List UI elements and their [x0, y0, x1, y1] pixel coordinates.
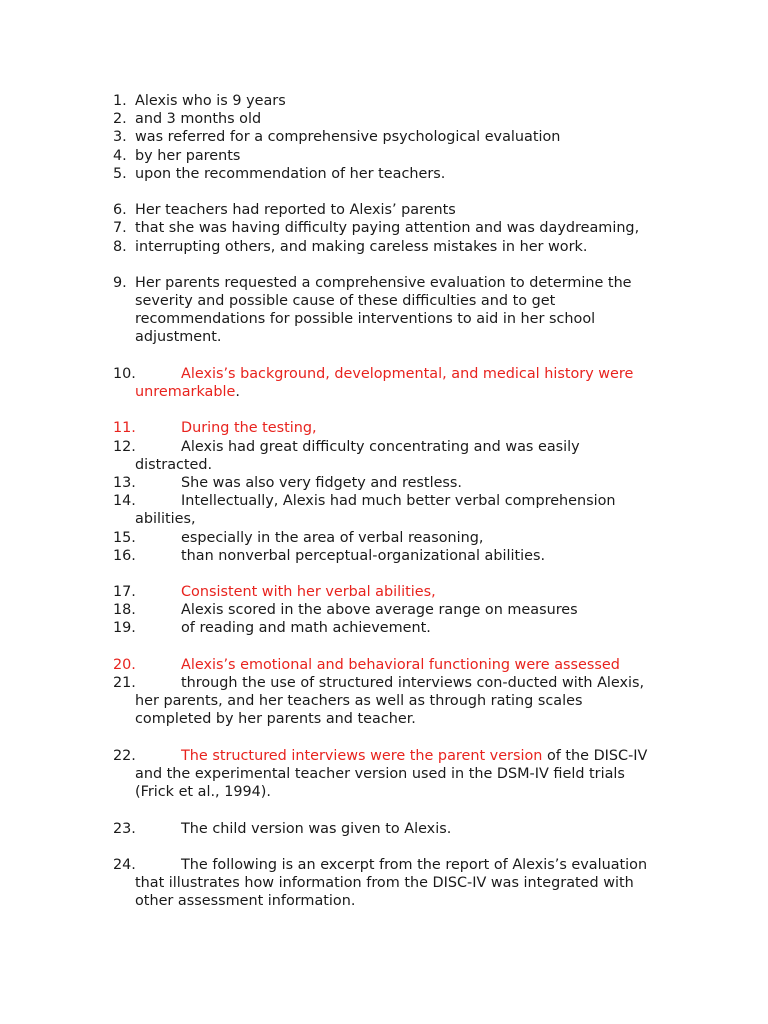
list-item [0, 274, 768, 292]
item-number: 20. [113, 656, 136, 673]
list-item-continuation [0, 783, 768, 801]
list-item-continuation [0, 328, 768, 346]
list-item-continuation [0, 692, 768, 710]
item-text-group [135, 383, 240, 401]
list-item [0, 820, 768, 838]
list-item-continuation [0, 765, 768, 783]
list-item [0, 92, 768, 110]
paragraph-gap [0, 347, 768, 365]
item-text: adjustment. [135, 329, 222, 346]
list-item [0, 529, 768, 547]
item-number: 12. [113, 438, 136, 455]
item-number: 18. [113, 602, 136, 619]
list-item [0, 601, 768, 619]
item-number: 24. [113, 856, 136, 873]
item-number: 9. [113, 274, 127, 291]
item-text: Alexis scored in the above average range on measures [181, 602, 578, 619]
item-text: of the DISC-IV [542, 747, 648, 764]
list-item-continuation [0, 456, 768, 474]
list-item [0, 747, 768, 765]
item-text: and the experimental teacher version used in the DSM-IV field trials [135, 765, 625, 782]
item-text-group [181, 747, 647, 765]
list-item [0, 419, 768, 437]
item-number: 4. [113, 147, 127, 164]
item-text: distracted. [135, 456, 213, 473]
item-number: 17. [113, 584, 136, 601]
item-text: interrupting others, and making careless mistakes in her work. [135, 238, 588, 255]
list-item [0, 110, 768, 128]
item-number: 15. [113, 529, 136, 546]
item-text: The following is an excerpt from the report of Alexis’s evaluation [181, 856, 648, 873]
list-item-continuation [0, 892, 768, 910]
item-text: upon the recommendation of her teachers. [135, 165, 446, 182]
item-text: Alexis had great difficulty concentrating and was easily [181, 438, 580, 455]
item-number: 11. [113, 420, 136, 437]
item-number: 2. [113, 111, 127, 128]
highlighted-text: Alexis’s background, developmental, and medical history were [181, 365, 634, 382]
list-item-continuation [0, 710, 768, 728]
item-number: 3. [113, 129, 127, 146]
list-item [0, 147, 768, 165]
list-item [0, 856, 768, 874]
paragraph-gap [0, 565, 768, 583]
list-item [0, 128, 768, 146]
item-number: 1. [113, 93, 127, 109]
item-number: 22. [113, 747, 136, 764]
item-number: 7. [113, 220, 127, 237]
list-item [0, 238, 768, 256]
highlighted-text: The structured interviews were the parent version [181, 747, 543, 764]
item-number: 8. [113, 238, 127, 255]
item-text: by her parents [135, 147, 241, 164]
item-text: She was also very fidgety and restless. [181, 474, 462, 491]
item-text: that she was having difficulty paying attention and was daydreaming, [135, 220, 640, 237]
item-number: 5. [113, 165, 127, 182]
paragraph-gap [0, 638, 768, 656]
paragraph-gap [0, 183, 768, 201]
item-text: was referred for a comprehensive psychological evaluation [135, 129, 561, 146]
highlighted-text: Consistent with her verbal abilities, [181, 584, 436, 601]
document-page [0, 92, 768, 910]
item-number: 13. [113, 474, 136, 491]
list-item-continuation [0, 310, 768, 328]
list-item [0, 219, 768, 237]
highlighted-text: unremarkable [135, 384, 236, 400]
item-text: other assessment information. [135, 893, 356, 910]
list-item [0, 583, 768, 601]
item-text: Her parents requested a comprehensive evaluation to determine the [135, 274, 632, 291]
item-text: . [235, 384, 240, 400]
item-number: 14. [113, 493, 136, 510]
list-item-continuation [0, 383, 768, 401]
list-item-continuation [0, 874, 768, 892]
item-text: abilities, [135, 511, 196, 528]
item-number: 6. [113, 202, 127, 219]
item-text: through the use of structured interviews con-ducted with Alexis, [181, 675, 645, 691]
list-item-continuation [0, 510, 768, 528]
item-text: recommendations for possible interventions to aid in her school [135, 311, 596, 328]
item-text: completed by her parents and teacher. [135, 711, 416, 728]
paragraph-gap [0, 256, 768, 274]
item-text: that illustrates how information from the DISC-IV was integrated with [135, 875, 634, 892]
list-item [0, 619, 768, 637]
paragraph-gap [0, 401, 768, 419]
list-item [0, 165, 768, 183]
item-number: 10. [113, 365, 136, 382]
item-text: Her teachers had reported to Alexis’ parents [135, 202, 456, 219]
item-text: (Frick et al., 1994). [135, 784, 272, 801]
item-text: than nonverbal perceptual-organizational abilities. [181, 547, 546, 564]
item-number: 23. [113, 820, 136, 837]
item-text: of reading and math achievement. [181, 620, 431, 637]
list-item [0, 492, 768, 510]
item-number: 16. [113, 547, 136, 564]
item-text: her parents, and her teachers as well as through rating scales [135, 693, 583, 710]
list-item [0, 656, 768, 674]
item-number: 19. [113, 620, 136, 637]
item-text: The child version was given to Alexis. [181, 820, 452, 837]
item-text: Alexis who is 9 years [135, 93, 286, 109]
list-item [0, 474, 768, 492]
list-item [0, 438, 768, 456]
list-item [0, 365, 768, 383]
paragraph-gap [0, 729, 768, 747]
highlighted-text: During the testing, [181, 420, 317, 437]
list-item [0, 674, 768, 692]
item-text: Intellectually, Alexis had much better verbal comprehension [181, 493, 616, 510]
item-text: severity and possible cause of these difficulties and to get [135, 293, 556, 310]
list-item-continuation [0, 292, 768, 310]
list-item [0, 201, 768, 219]
item-text: and 3 months old [135, 111, 262, 128]
item-text: especially in the area of verbal reasoning, [181, 529, 484, 546]
highlighted-text: Alexis’s emotional and behavioral functioning were assessed [181, 656, 620, 673]
paragraph-gap [0, 801, 768, 819]
list-item [0, 547, 768, 565]
paragraph-gap [0, 838, 768, 856]
item-number: 21. [113, 675, 136, 691]
